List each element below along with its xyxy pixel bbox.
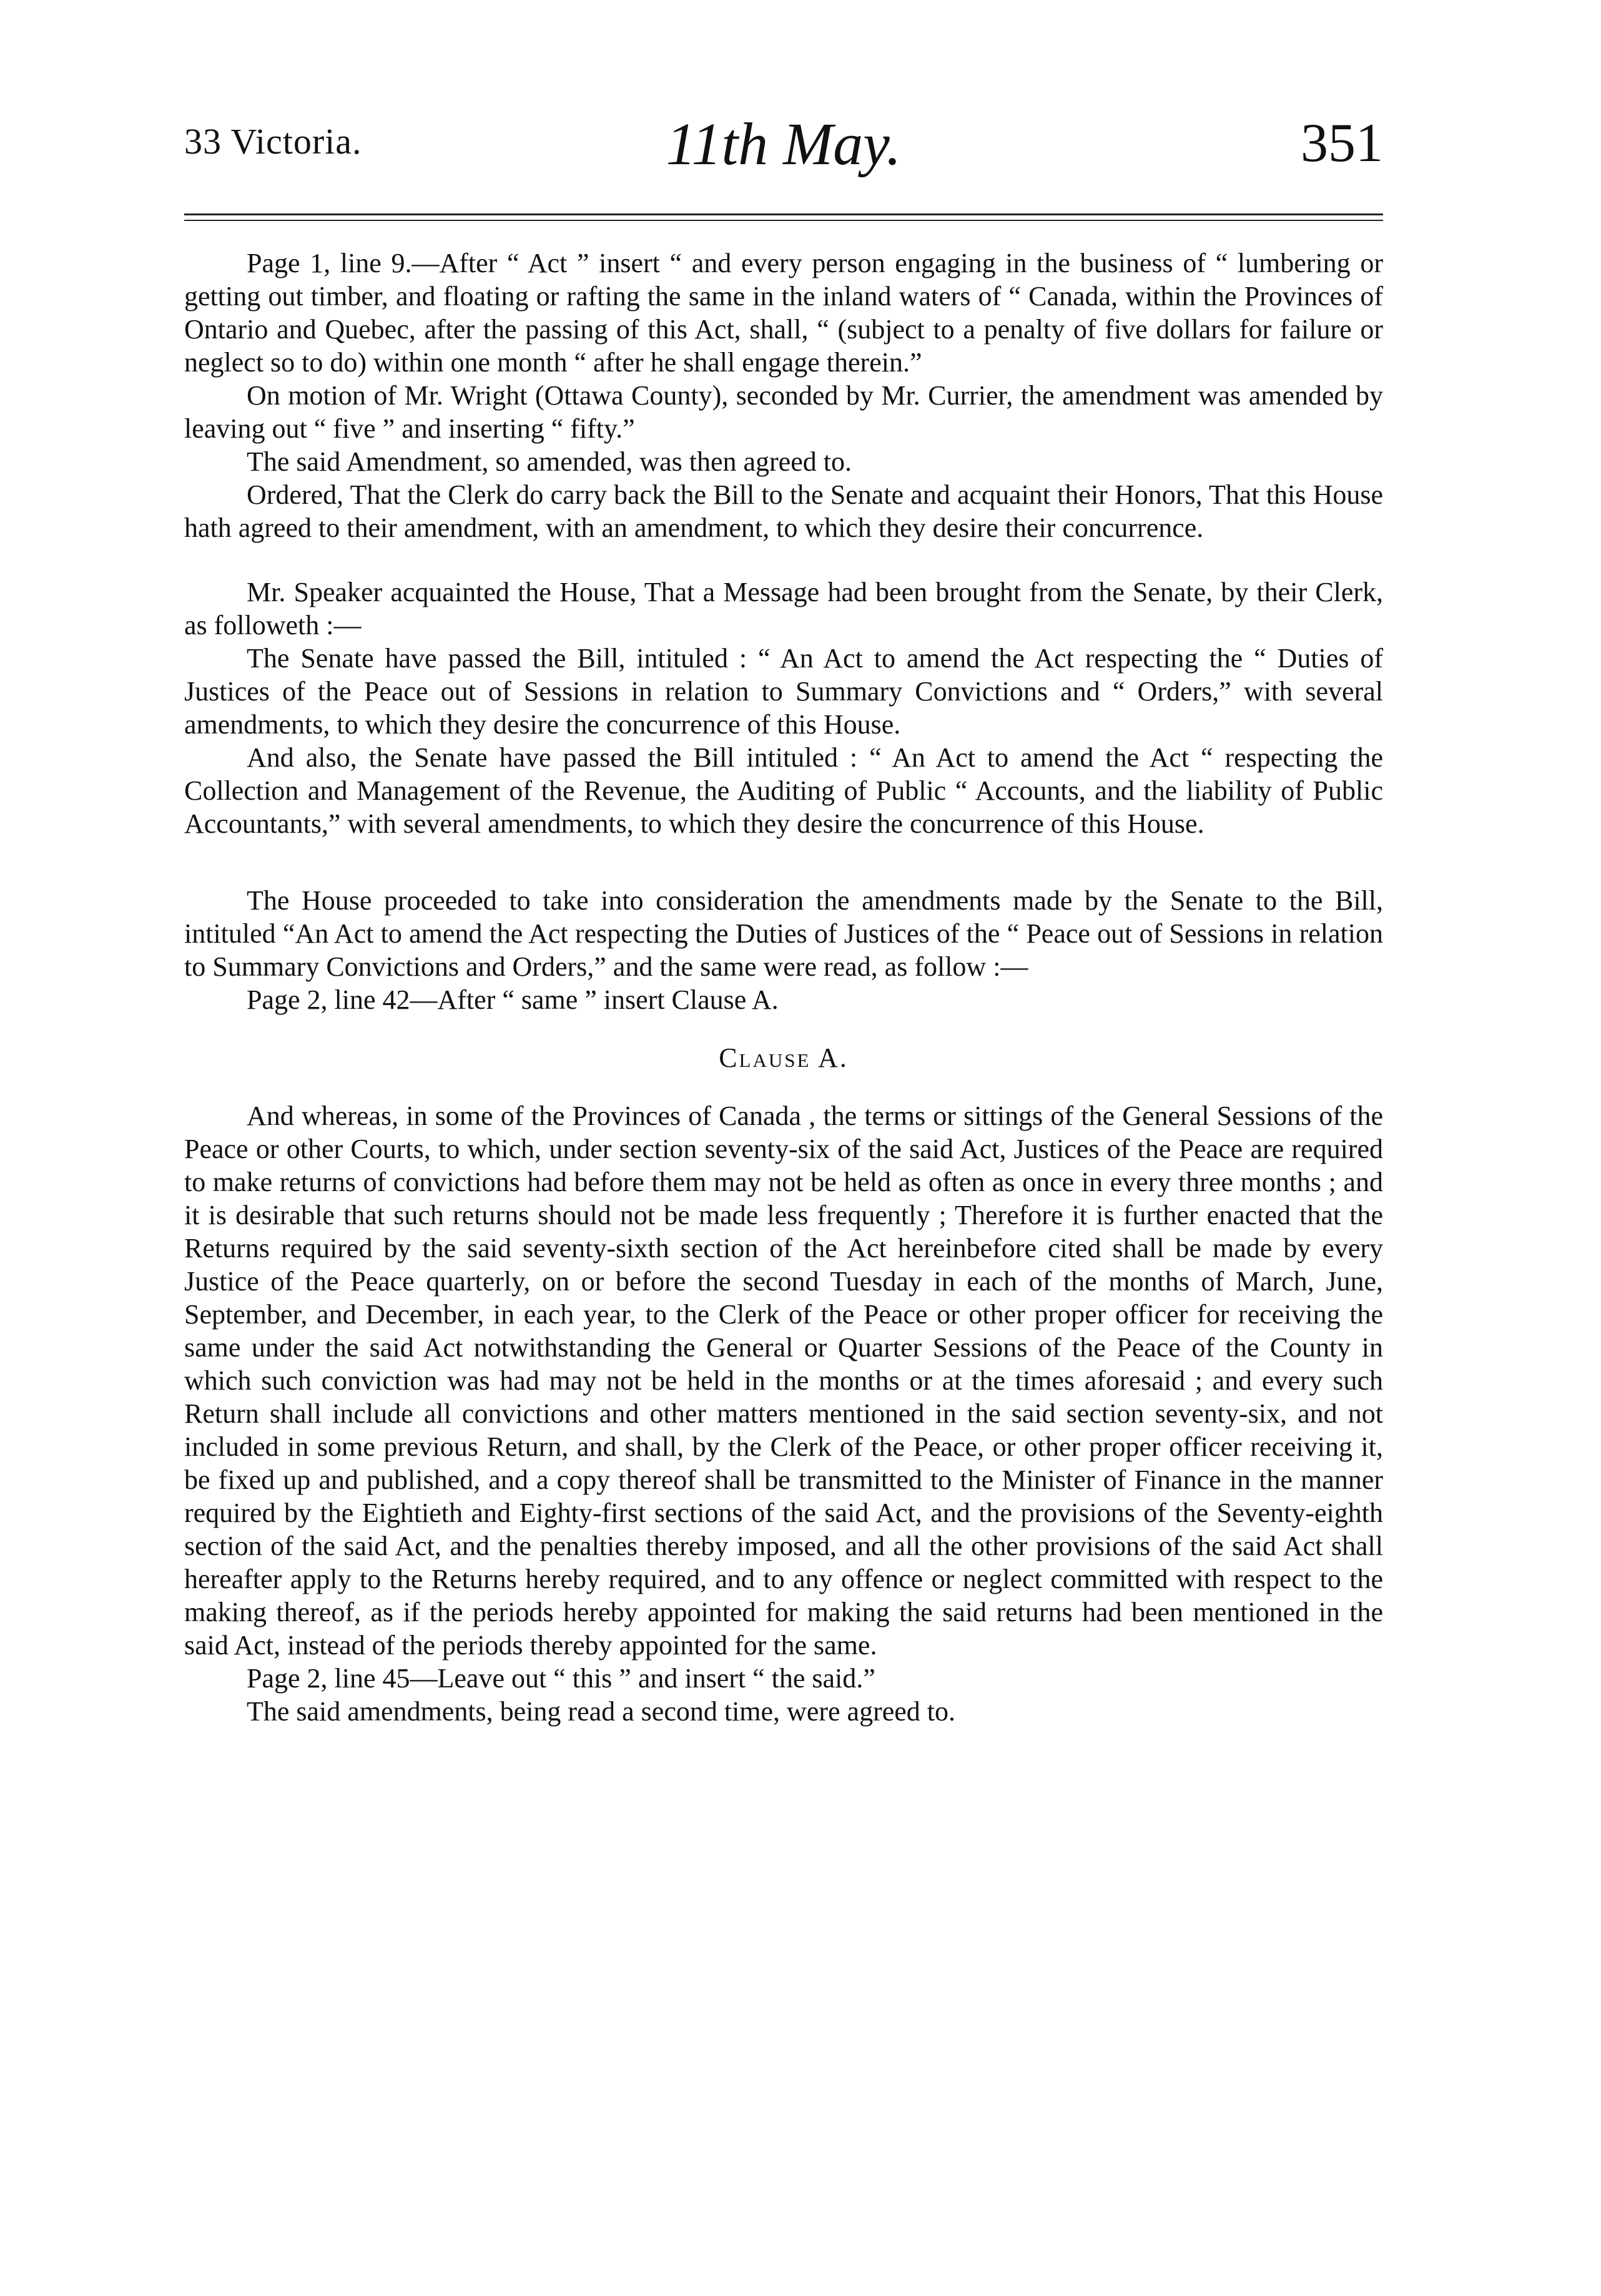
clause-heading: Clause A.	[719, 1043, 849, 1073]
paragraph-senate-bill-2: And also, the Senate have passed the Bill intituled : “ An Act to amend the Act “ respecting the Collection and Management of the Revenue, the Auditing of Public “ Accounts, and the liability of Public Accountants,” with several amendments, to which they desire the concurrence of this House.	[184, 742, 1383, 839]
paragraph-ordered: Ordered, That the Clerk do carry back the Bill to the Senate and acquaint their Honors, That this House hath agreed to their amendment, with an amendment, to which they desire their concurrence.	[184, 479, 1383, 543]
page-header	[184, 109, 1383, 190]
page-number: 351	[1301, 113, 1383, 174]
header-rule-top	[184, 213, 1383, 215]
paragraph-motion: On motion of Mr. Wright (Ottawa County), seconded by Mr. Currier, the amendment was amended by leaving out “ five ” and inserting “ fifty.”	[184, 380, 1383, 444]
paragraph-page2-line45: Page 2, line 45—Leave out “ this ” and insert “ the said.”	[247, 1663, 875, 1694]
spacer	[184, 840, 1383, 884]
paragraph-final-agreement: The said amendments, being read a second time, were agreed to.	[247, 1696, 955, 1727]
spacer	[184, 544, 1383, 576]
header-date: 11th May.	[666, 110, 902, 177]
header-regnal-year: 33 Victoria.	[184, 121, 362, 162]
paragraph-amendment-page1: Page 1, line 9.—After “ Act ” insert “ and every person engaging in the business of “ lumbering or getting out timber, and floating or rafting the same in the inland waters of “ Canada, within the Provinces of Ontario and Quebec, after the passing of this Act, shall, “ (subject to a penalty of five dollars for failure or neglect so to do) within one month “ after he shall engage therein.”	[184, 248, 1383, 378]
paragraph-page2-line42: Page 2, line 42—After “ same ” insert Clause A.	[247, 984, 779, 1015]
document-body	[184, 247, 1383, 1728]
header-rule-bottom	[184, 220, 1383, 221]
paragraph-house-consideration: The House proceeded to take into consideration the amendments made by the Senate to the Bill, intituled “An Act to amend the Act respecting the Duties of Justices of the “ Peace out of Sessions in relation to Summary Convictions and Orders,” and the same were read, as follow :—	[184, 885, 1383, 982]
paragraph-speaker-message: Mr. Speaker acquainted the House, That a Message had been brought from the Senate, by their Clerk, as followeth :—	[184, 577, 1383, 640]
paragraph-clause-a-text: And whereas, in some of the Provinces of Canada , the terms or sittings of the General Sessions of the Peace or other Courts, to which, under section seventy-six of the said Act, Justices of the Peace are required to make returns of convictions had before them may not be held as often as once in every three months ; and it is desirable that such returns should not be made less frequently ; Therefore it is further enacted that the Returns required by the said seventy-sixth section of the Act hereinbefore cited shall be made by every Justice of the Peace quarterly, on or before the second Tuesday in each of the months of March, June, September, and December, in each year, to the Clerk of the Peace or other proper officer for receiving the same under the said Act notwithstanding the General or Quarter Sessions of the Peace of the County in which such conviction was had may not be held in the months or at the times aforesaid ; and every such Return shall include all convictions and other matters mentioned in the said section seventy-six, and not included in some previous Return, and shall, by the Clerk of the Peace, or other proper officer receiving it, be fixed up and published, and a copy thereof shall be transmitted to the Minister of Finance in the manner required by the Eightieth and Eighty-first sections of the said Act, and the provisions of the Seventy-eighth section of the said Act, and the penalties thereby imposed, and all the other provisions of the said Act shall hereafter apply to the Returns hereby required, and to any offence or neglect committed with respect to the making thereof, as if the periods hereby appointed for making the said returns had been mentioned in the said Act, instead of the periods thereby appointed for the same.	[184, 1101, 1383, 1661]
paragraph-agreed: The said Amendment, so amended, was then agreed to.	[247, 446, 852, 477]
paragraph-senate-bill-1: The Senate have passed the Bill, intituled : “ An Act to amend the Act respecting the “ Duties of Justices of the Peace out of Sessions in relation to Summary Convictions and “ Orders,” with several amendments, to which they desire the concurrence of this House.	[184, 643, 1383, 740]
